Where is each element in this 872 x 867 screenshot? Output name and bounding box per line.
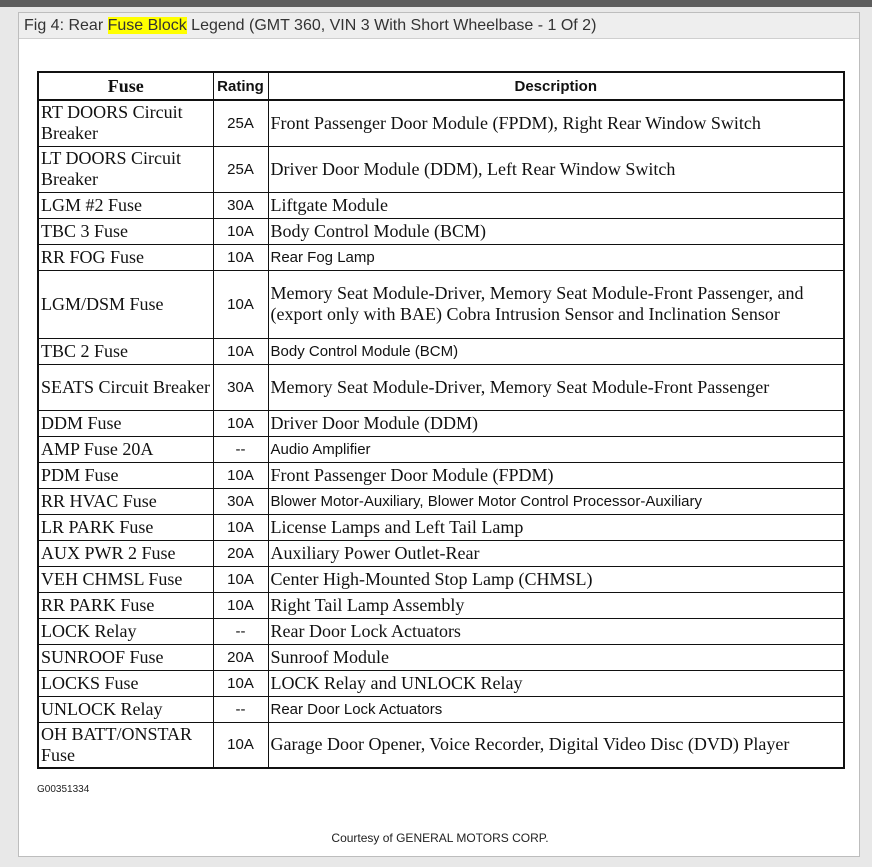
rating-cell: 10A	[213, 270, 268, 338]
fuse-cell: AMP Fuse 20A	[38, 436, 213, 462]
description-cell: Sunroof Module	[268, 644, 844, 670]
top-bar	[0, 0, 872, 7]
description-cell: Rear Door Lock Actuators	[268, 618, 844, 644]
table-header-row	[38, 72, 844, 100]
description-cell: Right Tail Lamp Assembly	[268, 592, 844, 618]
rating-cell: 10A	[213, 410, 268, 436]
description-cell: Blower Motor-Auxiliary, Blower Motor Control Processor-Auxiliary	[268, 488, 844, 514]
table-row	[38, 540, 844, 566]
description-cell: Auxiliary Power Outlet-Rear	[268, 540, 844, 566]
rating-cell: 30A	[213, 364, 268, 410]
table-row	[38, 364, 844, 410]
fuse-cell: RT DOORS Circuit Breaker	[38, 100, 213, 146]
table-row	[38, 218, 844, 244]
fuse-cell: VEH CHMSL Fuse	[38, 566, 213, 592]
courtesy-note: Courtesy of GENERAL MOTORS CORP.	[331, 831, 549, 845]
fuse-cell: RR FOG Fuse	[38, 244, 213, 270]
fuse-cell: LOCKS Fuse	[38, 670, 213, 696]
fuse-cell: RR PARK Fuse	[38, 592, 213, 618]
table-row	[38, 696, 844, 722]
header-description: Description	[268, 72, 844, 100]
rating-cell: 25A	[213, 146, 268, 192]
description-cell: Garage Door Opener, Voice Recorder, Digital Video Disc (DVD) Player	[268, 722, 844, 768]
rating-cell: 20A	[213, 644, 268, 670]
description-cell: Body Control Module (BCM)	[268, 338, 844, 364]
rating-cell: 30A	[213, 192, 268, 218]
rating-cell: 10A	[213, 566, 268, 592]
rating-cell: 10A	[213, 670, 268, 696]
rating-cell: 10A	[213, 722, 268, 768]
description-cell: License Lamps and Left Tail Lamp	[268, 514, 844, 540]
fuse-cell: OH BATT/ONSTAR Fuse	[38, 722, 213, 768]
table-row	[38, 462, 844, 488]
fuse-cell: SUNROOF Fuse	[38, 644, 213, 670]
table-row	[38, 436, 844, 462]
table-row	[38, 644, 844, 670]
caption-suffix: Legend (GMT 360, VIN 3 With Short Wheelbase - 1 Of 2)	[186, 17, 597, 34]
fuse-cell: UNLOCK Relay	[38, 696, 213, 722]
table-row	[38, 618, 844, 644]
description-cell: Body Control Module (BCM)	[268, 218, 844, 244]
fuse-cell: PDM Fuse	[38, 462, 213, 488]
description-cell: Rear Fog Lamp	[268, 244, 844, 270]
rating-cell: 25A	[213, 100, 268, 146]
rating-cell: 10A	[213, 514, 268, 540]
rating-cell: 10A	[213, 462, 268, 488]
table-row	[38, 488, 844, 514]
description-cell: Driver Door Module (DDM), Left Rear Window Switch	[268, 146, 844, 192]
header-rating: Rating	[213, 72, 268, 100]
description-cell: Front Passenger Door Module (FPDM)	[268, 462, 844, 488]
fuse-cell: DDM Fuse	[38, 410, 213, 436]
fuse-legend-table	[37, 71, 845, 769]
table-row	[38, 722, 844, 768]
fuse-cell: LGM #2 Fuse	[38, 192, 213, 218]
description-cell: Front Passenger Door Module (FPDM), Right Rear Window Switch	[268, 100, 844, 146]
figure-code: G00351334	[37, 784, 90, 795]
rating-cell: --	[213, 696, 268, 722]
table-row	[38, 270, 844, 338]
table-row	[38, 514, 844, 540]
header-fuse: Fuse	[38, 72, 213, 100]
figure-caption	[19, 13, 859, 39]
rating-cell: 10A	[213, 592, 268, 618]
table-row	[38, 592, 844, 618]
rating-cell: 10A	[213, 218, 268, 244]
description-cell: Memory Seat Module-Driver, Memory Seat Module-Front Passenger	[268, 364, 844, 410]
table-row	[38, 670, 844, 696]
fuse-cell: LT DOORS Circuit Breaker	[38, 146, 213, 192]
fuse-cell: AUX PWR 2 Fuse	[38, 540, 213, 566]
rating-cell: 20A	[213, 540, 268, 566]
rating-cell: 10A	[213, 338, 268, 364]
caption-highlight: Fuse Block	[107, 17, 187, 34]
table-row	[38, 566, 844, 592]
fuse-cell: LGM/DSM Fuse	[38, 270, 213, 338]
figure-frame	[18, 12, 860, 857]
table-row	[38, 410, 844, 436]
description-cell: Driver Door Module (DDM)	[268, 410, 844, 436]
table-row	[38, 338, 844, 364]
fuse-cell: TBC 2 Fuse	[38, 338, 213, 364]
description-cell: Audio Amplifier	[268, 436, 844, 462]
table-row	[38, 146, 844, 192]
rating-cell: --	[213, 436, 268, 462]
fuse-cell: RR HVAC Fuse	[38, 488, 213, 514]
fuse-cell: LR PARK Fuse	[38, 514, 213, 540]
fuse-cell: LOCK Relay	[38, 618, 213, 644]
description-cell: Rear Door Lock Actuators	[268, 696, 844, 722]
description-cell: Center High-Mounted Stop Lamp (CHMSL)	[268, 566, 844, 592]
rating-cell: --	[213, 618, 268, 644]
table-row	[38, 244, 844, 270]
rating-cell: 30A	[213, 488, 268, 514]
rating-cell: 10A	[213, 244, 268, 270]
fuse-cell: TBC 3 Fuse	[38, 218, 213, 244]
description-cell: LOCK Relay and UNLOCK Relay	[268, 670, 844, 696]
table-row	[38, 192, 844, 218]
description-cell: Memory Seat Module-Driver, Memory Seat Module-Front Passenger, and (export only with BAE) Cobra Intrusion Sensor and Inclination Sensor	[268, 270, 844, 338]
fuse-cell: SEATS Circuit Breaker	[38, 364, 213, 410]
caption-prefix: Fig 4: Rear	[24, 17, 108, 34]
table-row	[38, 100, 844, 146]
description-cell: Liftgate Module	[268, 192, 844, 218]
